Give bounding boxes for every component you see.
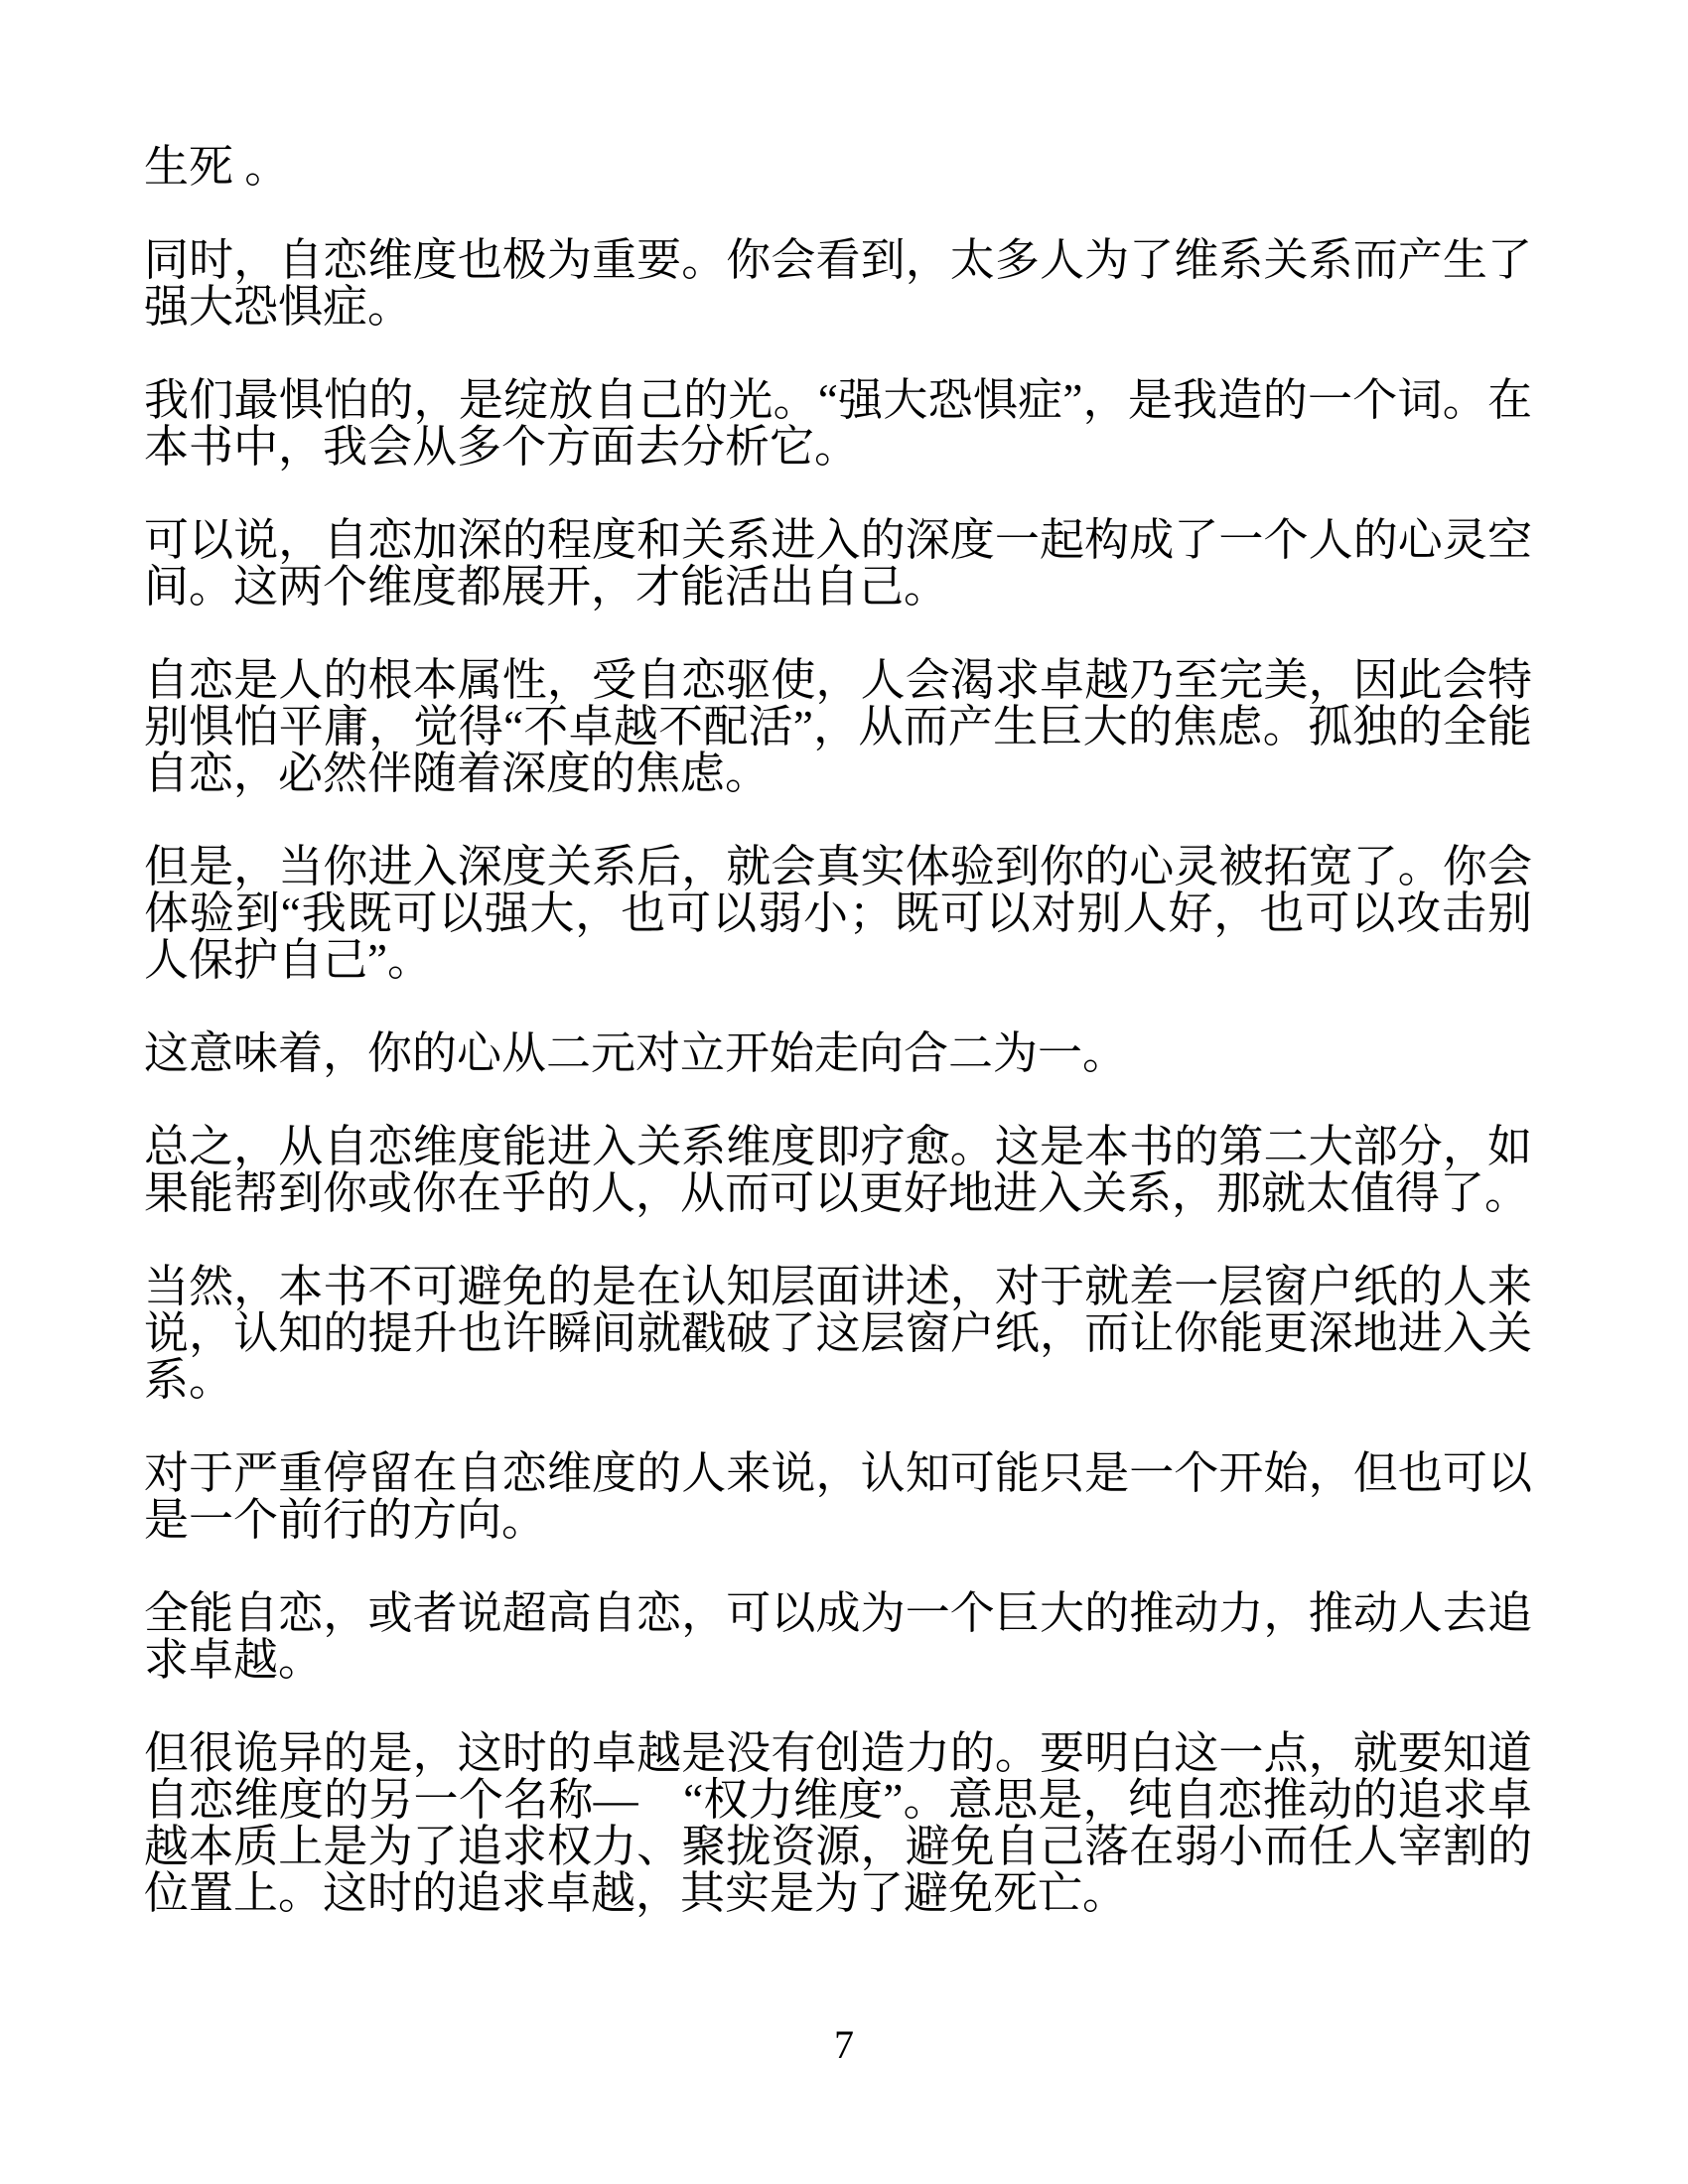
paragraph-10: 对于严重停留在自恋维度的人来说，认知可能只是一个开始，但也可以是一个前行的方向。 <box>144 1448 1532 1545</box>
paragraph-9: 当然，本书不可避免的是在认知层面讲述，对于就差一层窗户纸的人来说，认知的提升也许瞬间就戳破了这层窗户纸，而让你能更深地进入关系。 <box>144 1262 1532 1405</box>
paragraph-4: 可以说，自恋加深的程度和关系进入的深度一起构成了一个人的心灵空间。这两个维度都展开，才能活出自己。 <box>144 515 1532 612</box>
page-number: 7 <box>834 2022 854 2067</box>
paragraph-11: 全能自恋，或者说超高自恋，可以成为一个巨大的推动力，推动人去追求卓越。 <box>144 1588 1532 1685</box>
paragraph-6: 但是，当你进入深度关系后，就会真实体验到你的心灵被拓宽了。你会体验到“我既可以强大，也可以弱小；既可以对别人好，也可以攻击别人保护自己”。 <box>144 842 1532 985</box>
page-body <box>144 144 1532 1917</box>
paragraph-12: 但很诡异的是，这时的卓越是没有创造力的。要明白这一点，就要知道自恋维度的另一个名称— “权力维度”。意思是，纯自恋推动的追求卓越本质上是为了追求权力、聚拢资源，避免自己落在弱小而任人宰割的位置上。这时的追求卓越，其实是为了避免死亡。 <box>144 1728 1532 1918</box>
paragraph-1: 生死 。 <box>144 142 290 192</box>
paragraph-3: 我们最惧怕的，是绽放自己的光。“强大恐惧症”，是我造的一个词。在本书中，我会从多个方面去分析它。 <box>144 375 1532 472</box>
paragraph-7: 这意味着，你的心从二元对立开始走向合二为一。 <box>144 1028 1128 1078</box>
paragraph-5: 自恋是人的根本属性，受自恋驱使，人会渴求卓越乃至完美，因此会特别惧怕平庸，觉得“不卓越不配活”，从而产生巨大的焦虑。孤独的全能自恋，必然伴随着深度的焦虑。 <box>144 655 1532 798</box>
paragraph-2: 同时，自恋维度也极为重要。你会看到，太多人为了维系关系而产生了强大恐惧症。 <box>144 235 1532 332</box>
paragraph-8: 总之，从自恋维度能进入关系维度即疗愈。这是本书的第二大部分，如果能帮到你或你在乎的人，从而可以更好地进入关系，那就太值得了。 <box>144 1122 1532 1218</box>
